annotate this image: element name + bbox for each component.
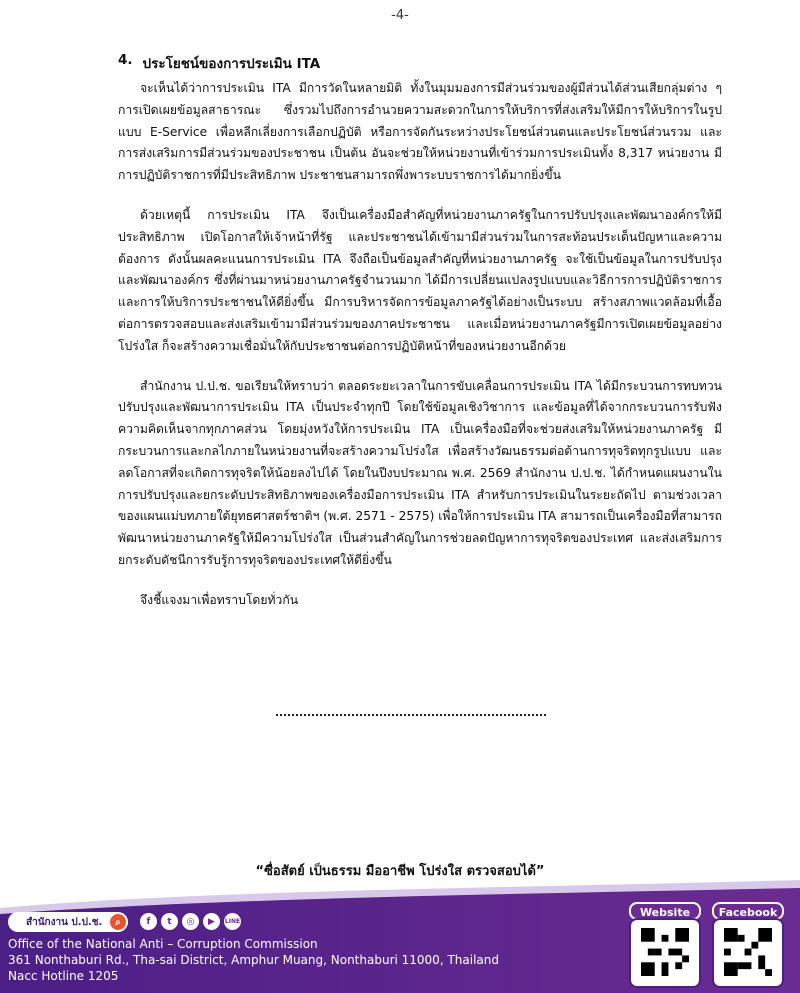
- org-name: Office of the National Anti – Corruption Commission: [8, 937, 318, 951]
- search-box[interactable]: [8, 912, 128, 932]
- motto: “ซื่อสัตย์ เป็นธรรม มืออาชีพ โปร่งใส ตรวจสอบได้”: [255, 864, 545, 879]
- qr-code-icon: [724, 928, 772, 976]
- website-qr[interactable]: [629, 902, 701, 990]
- paragraph: ด้วยเหตุนี้ การประเมิน ITA จึงเป็นเครื่องมือสำคัญที่หน่วยงานภาครัฐในการปรับปรุงและพัฒนาองค์กรให้มีประสิทธิภาพ เปิดโอกาสให้เจ้าหน้าที่รัฐ และประชาชนได้เข้ามามีส่วนร่วมในการสะท้อนประเด็นปัญหาและความต้องการ ดังนั้นผลคะแนนการประเมิน ITA จึงถือเป็นข้อมูลสำคัญที่หน่วยงานภาครัฐ จะใช้เป็นข้อมูลในการปรับปรุงและพัฒนาองค์กร ซึ่งที่ผ่านมาหน่วยงานภาครัฐจำนวนมาก ได้มีการเปลี่ยนแปลงรูปแบบและวิธีการการปฏิบัติราชการและการให้บริการประชาชนให้ดียิ่งขึ้น มีการบริหารจัดการข้อมูลภาครัฐได้อย่างเป็นระบบ สร้างสภาพแวดล้อมที่เอื้อต่อการตรวจสอบและส่งเสริมเข้ามามีส่วนร่วมของภาคประชาชน และเมื่อหน่วยงานภาครัฐมีการเปิดเผยข้อมูลอย่างโปร่งใส ก็จะสร้างความเชื่อมั่นให้กับประชาชนต่อการปฏิบัติหน้าที่ของหน่วยงานอีกด้วย: [118, 207, 722, 353]
- facebook-label: Facebook: [712, 902, 784, 920]
- org-hotline: Nacc Hotline 1205: [8, 969, 119, 983]
- org-address: 361 Nonthaburi Rd., Tha-sai District, Amphur Muang, Nonthaburi 11000, Thailand: [8, 953, 499, 967]
- section-title: ประโยชน์ของการประเมิน ITA: [142, 56, 321, 72]
- instagram-icon[interactable]: ◎: [182, 913, 199, 930]
- twitter-icon[interactable]: t: [161, 913, 178, 930]
- qr-card: [714, 920, 782, 986]
- section-heading: [118, 52, 722, 74]
- footer-banner: [0, 880, 800, 993]
- document-body: [118, 52, 722, 630]
- qr-card: [631, 920, 699, 986]
- youtube-icon[interactable]: ▶: [203, 913, 220, 930]
- qr-code-icon: [641, 928, 689, 976]
- line-icon[interactable]: LINE: [224, 913, 241, 930]
- paragraph: สำนักงาน ป.ป.ช. ขอเรียนให้ทราบว่า ตลอดระยะเวลาในการขับเคลื่อนการประเมิน ITA ได้มีกระบวนการทบทวน ปรับปรุงและพัฒนาการประเมิน ITA เป็นประจำทุกปี โดยใช้ข้อมูลเชิงวิชาการ และข้อมูลที่ได้จากกระบวนการรับฟังความคิดเห็นจากทุกภาคส่วน โดยมุ่งหวังให้การประเมิน ITA เป็นเครื่องมือที่จะช่วยส่งเสริมให้หน่วยงานภาครัฐ มีกระบวนการและกลไกภายในหน่วยงานที่จะสร้างความโปร่งใส เพื่อสร้างวัฒนธรรมต่อต้านการทุจริตทุกรูปแบบ และลดโอกาสที่จะเกิดการทุจริตให้น้อยลงไปได้ โดยในปีงบประมาณ พ.ศ. 2569 สำนักงาน ป.ป.ช. ได้กำหนดแผนงานในการปรับปรุงและยกระดับประสิทธิภาพของเครื่องมือการประเมิน ITA สำหรับการประเมินในระยะถัดไป ตามช่วงเวลาของแผนแม่บทภายใต้ยุทธศาสตร์ชาติฯ (พ.ศ. 2571 - 2575) เพื่อให้การประเมิน ITA สามารถเป็นเครื่องมือที่สามารถพัฒนาหน่วยงานภาครัฐให้มีความโปร่งใส เป็นส่วนสำคัญในการช่วยลดปัญหาการทุจริตของประเทศ และส่งเสริมการยกระดับดัชนีการรับรู้การทุจริตของประเทศให้ดียิ่งขึ้น: [118, 378, 723, 567]
- closing-line: จึงชี้แจงมาเพื่อทราบโดยทั่วกัน: [140, 592, 299, 607]
- paragraph: จะเห็นได้ว่าการประเมิน ITA มีการวัดในหลายมิติ ทั้งในมุมมองการมีส่วนร่วมของผู้มีส่วนได้ส่วนเสียกลุ่มต่าง ๆ การเปิดเผยข้อมูลสาธารณะ ซึ่งรวมไปถึงการอำนวยความสะดวกในการให้บริการที่ส่งเสริมให้มีการให้บริการในรูปแบบ E-Service เพื่อหลีกเลี่ยงการเลือกปฏิบัติ หรือการจัดกันระหว่างประโยชน์ส่วนตนและประโยชน์ส่วนรวม และการส่งเสริมการมีส่วนร่วมของประชาชน เป็นต้น อันจะช่วยให้หน่วยงานที่เข้าร่วมการประเมินทั้ง 8,317 หน่วยงาน มีการปฏิบัติราชการที่มีประสิทธิภาพ ประชาชนสามารถพึ่งพาระบบราชการได้มากยิ่งขึ้น: [118, 81, 722, 183]
- section-number: 4.: [118, 52, 133, 68]
- search-label: สำนักงาน ป.ป.ช.: [26, 916, 103, 928]
- org-info: [8, 936, 499, 984]
- social-links: [140, 913, 241, 930]
- dotted-divider: [276, 704, 546, 716]
- facebook-icon[interactable]: f: [140, 913, 157, 930]
- page-number: -4-: [391, 8, 409, 23]
- search-icon[interactable]: ⌕: [110, 914, 126, 930]
- website-label: Website: [629, 902, 701, 920]
- facebook-qr[interactable]: [712, 902, 784, 990]
